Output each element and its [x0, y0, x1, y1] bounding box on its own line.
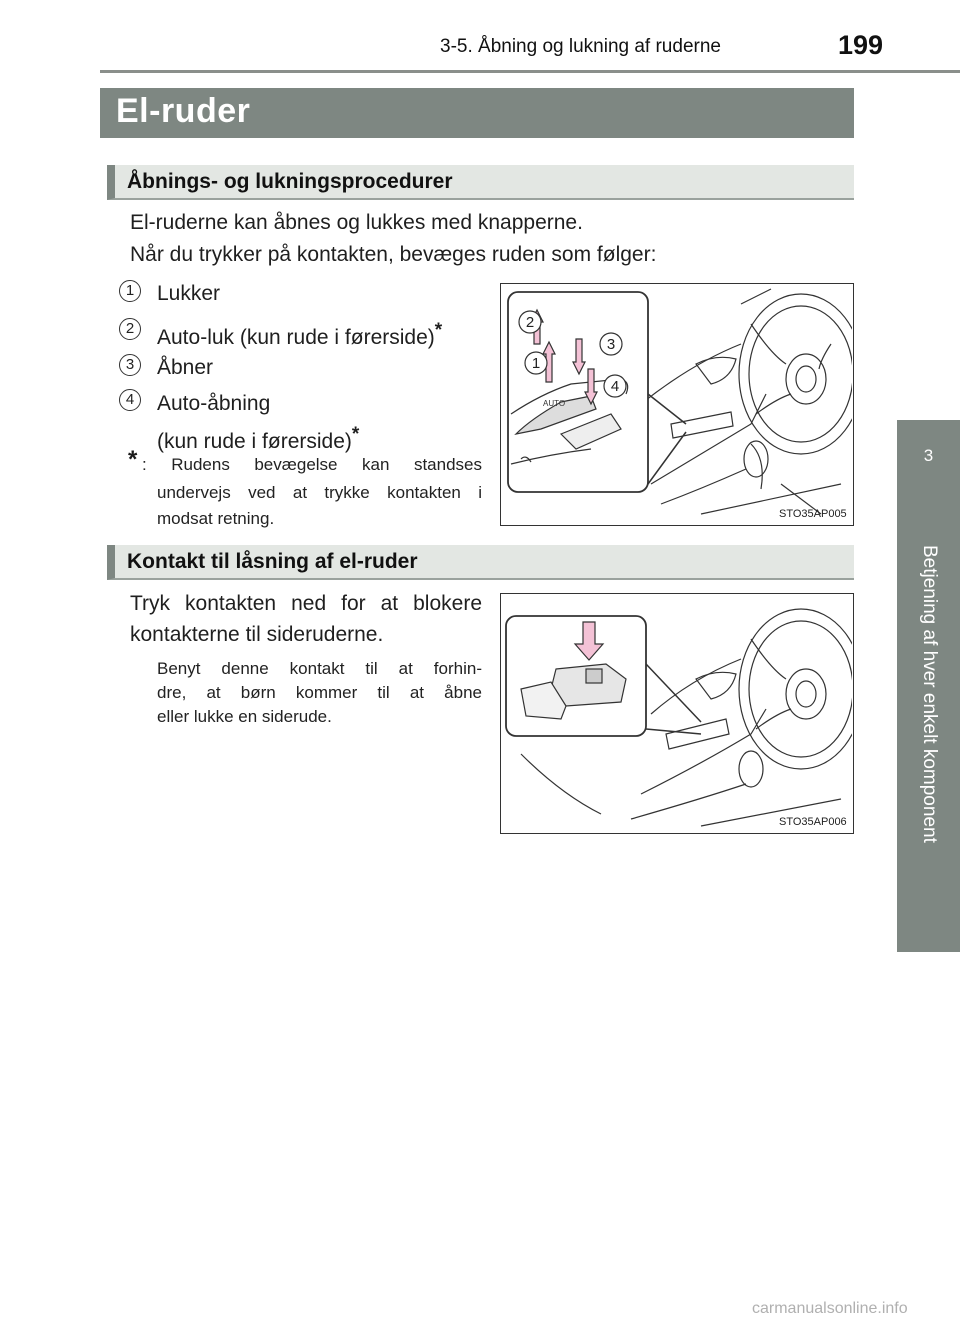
- running-header-section: 3-5. Åbning og lukning af ruderne: [440, 36, 721, 57]
- page-title: El-ruder: [116, 92, 251, 130]
- section-heading-procedures: [107, 165, 854, 200]
- intro-line-1: El-ruderne kan åbnes og lukkes med knapperne.: [130, 211, 583, 234]
- lock-body-line-1: Tryk kontakten ned for at blokere: [130, 592, 482, 615]
- chapter-number-tab: [897, 420, 960, 502]
- figure-code: STO35AP006: [779, 816, 847, 828]
- callout-3: 3: [606, 336, 616, 353]
- callout-1: 1: [531, 355, 541, 372]
- footer-watermark: carmanualsonline.info: [752, 1300, 908, 1317]
- item-label-4-line2: (kun rude i førerside)*: [157, 424, 360, 453]
- footnote-line-1: : Rudens bevægelse kan standses: [142, 455, 482, 474]
- page-number: 199: [838, 30, 884, 60]
- lock-note-line-1: Benyt denne kontakt til at forhin-: [157, 659, 482, 678]
- footnote-line-2: undervejs ved at trykke kontakten i: [157, 483, 482, 502]
- figure-code: STO35AP005: [779, 508, 847, 520]
- item-label-2: Auto-luk (kun rude i førerside)*: [157, 320, 443, 349]
- chapter-title: Betjening af hver enkelt komponent: [919, 545, 940, 843]
- item-number-3: 3: [119, 354, 141, 376]
- lock-body-line-2: kontakterne til sideruderne.: [130, 623, 384, 646]
- chapter-number: 3: [923, 446, 934, 465]
- asterisk-mark: *: [351, 424, 360, 445]
- item-label-3: Åbner: [157, 356, 214, 379]
- lock-switch-illustration: [501, 594, 852, 832]
- item-number-2: 2: [119, 318, 141, 340]
- lock-note-line-2: dre, at børn kommer til at åbne: [157, 683, 482, 702]
- figure-lock-switch: [500, 593, 854, 834]
- auto-switch-label: AUTO: [543, 399, 566, 408]
- callout-4: 4: [610, 378, 620, 395]
- page-title-bar: [100, 88, 854, 138]
- footnote-asterisk: *: [128, 446, 138, 473]
- window-switch-illustration: [501, 284, 852, 524]
- item-label-4-line1: Auto-åbning: [157, 392, 271, 415]
- footnote-line-3: modsat retning.: [157, 509, 275, 528]
- section-heading-text: Åbnings- og lukningsprocedurer: [127, 170, 453, 193]
- asterisk-mark: *: [434, 320, 443, 341]
- header-rule: [100, 70, 960, 73]
- item-number-1: 1: [119, 280, 141, 302]
- section-heading-lock-switch: [107, 545, 854, 580]
- item-label-1: Lukker: [157, 282, 221, 305]
- section-heading-text: Kontakt til låsning af el-ruder: [127, 550, 418, 573]
- figure-window-switch: [500, 283, 854, 526]
- callout-2: 2: [525, 314, 535, 331]
- intro-line-2: Når du trykker på kontakten, bevæges ruden som følger:: [130, 243, 657, 266]
- lock-note-line-3: eller lukke en siderude.: [157, 707, 332, 726]
- item-number-4: 4: [119, 389, 141, 411]
